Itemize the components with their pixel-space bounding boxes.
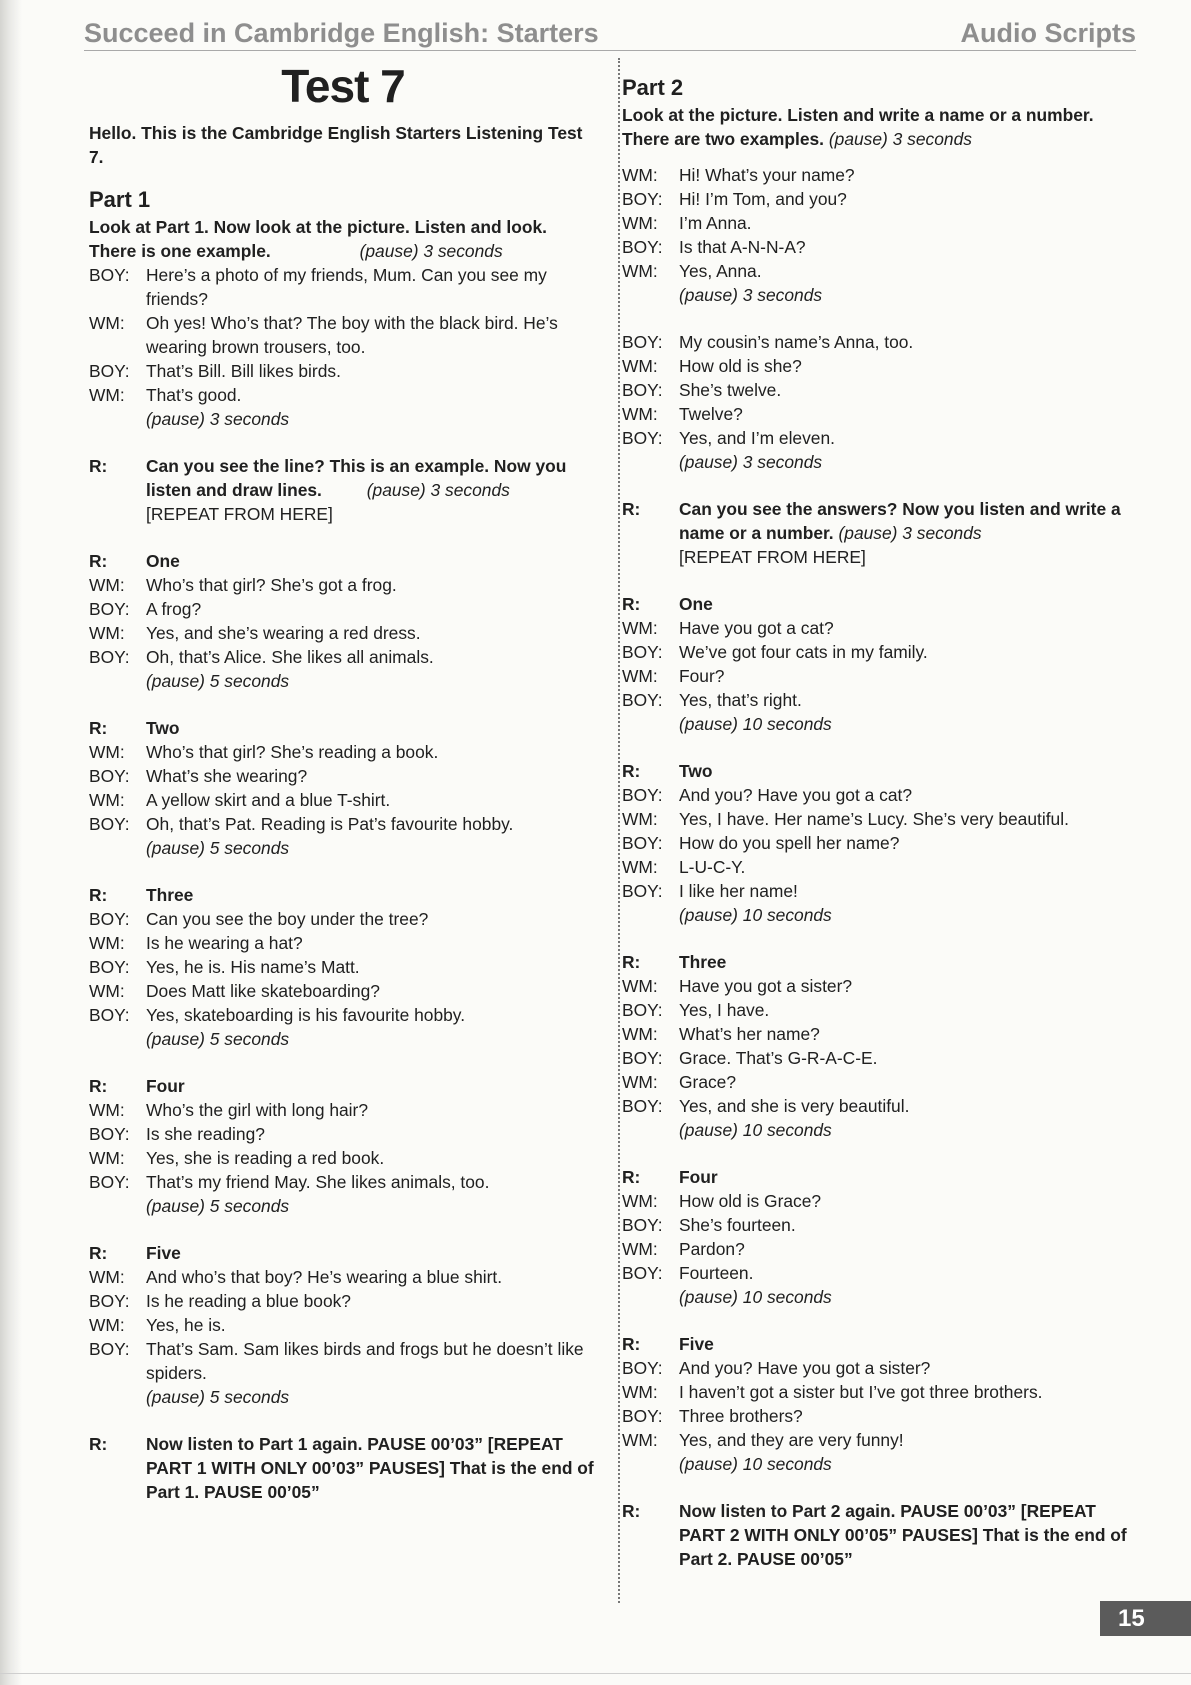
dialogue-line [89, 812, 597, 836]
speaker-label: WM: [622, 1024, 658, 1044]
speaker-label: BOY: [622, 189, 663, 209]
pause-line [622, 283, 1137, 307]
line-text: What’s her name? [679, 1024, 820, 1044]
line-text: Grace? [679, 1072, 737, 1092]
question-heading [622, 759, 1137, 783]
speaker-label: WM: [89, 1267, 125, 1287]
speaker-label: BOY: [89, 814, 130, 834]
dialogue-line [622, 879, 1137, 903]
line-text: Does Matt like skateboarding? [146, 981, 380, 1001]
line-text: Yes, and she’s wearing a red dress. [146, 623, 421, 643]
line-text: (pause) 10 seconds [679, 1287, 832, 1307]
question-label: One [679, 594, 713, 614]
line-text: Yes, that’s right. [679, 690, 802, 710]
line-text: Yes, she is reading a red book. [146, 1148, 385, 1168]
dialogue-line [89, 788, 597, 812]
dialogue-line [622, 187, 1137, 211]
line-text: Grace. That’s G-R-A-C-E. [679, 1048, 878, 1068]
pause-line [622, 1452, 1137, 1476]
line-text: (pause) 3 seconds [679, 452, 823, 472]
line-text: (pause) 3 seconds [679, 285, 823, 305]
speaker-label: WM: [622, 1191, 658, 1211]
part-1-instruction: Look at Part 1. Now look at the picture. Listen and look. There is one example. (pause) 3 seconds [89, 217, 548, 261]
speaker-label: R: [89, 551, 108, 571]
dialogue-line [89, 263, 597, 311]
line-text: Hi! I’m Tom, and you? [679, 189, 847, 209]
line-text: A frog? [146, 599, 202, 619]
question-label: Four [146, 1076, 185, 1096]
line-text: (pause) 10 seconds [679, 714, 832, 734]
question-label: Five [679, 1334, 714, 1354]
speaker-label: BOY: [622, 1215, 663, 1235]
line-text: (pause) 5 seconds [146, 1029, 290, 1049]
question-heading [89, 549, 597, 573]
speaker-label: BOY: [89, 599, 130, 619]
speaker-label: WM: [622, 666, 658, 686]
speaker-label: BOY: [89, 1339, 130, 1359]
part-1-end: R: Now listen to Part 1 again. PAUSE 00’03” [REPEAT PART 1 WITH ONLY 00’03” PAUSES] That is the end of Part 1. PAUSE 00’05” [89, 1434, 594, 1502]
dialogue-line [622, 354, 1137, 378]
pause-line [89, 669, 597, 693]
line-text: (pause) 5 seconds [146, 1196, 290, 1216]
dialogue-line [89, 1146, 597, 1170]
speaker-label: WM: [89, 790, 125, 810]
part-2-example-2 [622, 330, 1137, 474]
line-text: (pause) 5 seconds [146, 838, 290, 858]
line-text: That’s my friend May. She likes animals, too. [146, 1172, 490, 1192]
speaker-label [622, 1285, 679, 1309]
speaker-label: BOY: [89, 909, 130, 929]
dialogue-line [622, 1094, 1137, 1118]
line-text: Yes, and they are very funny! [679, 1430, 904, 1450]
dialogue-line [622, 1428, 1137, 1452]
dialogue-line [622, 330, 1137, 354]
line-text: Four? [679, 666, 725, 686]
speaker-label: BOY: [89, 1172, 130, 1192]
speaker-label: BOY: [89, 766, 130, 786]
pause-line [622, 450, 1137, 474]
part-2-example-1 [622, 163, 1137, 307]
speaker-label: BOY: [622, 380, 663, 400]
dialogue-line [89, 1170, 597, 1194]
speaker-label: BOY: [622, 642, 663, 662]
question-label: Two [679, 761, 713, 781]
speaker-label: BOY: [89, 957, 130, 977]
speaker-label: WM: [622, 165, 658, 185]
pause-line [622, 1285, 1137, 1309]
speaker-label [622, 1118, 679, 1142]
dialogue-line [622, 616, 1137, 640]
dialogue-line [622, 426, 1137, 450]
question-label: Two [146, 718, 180, 738]
line-text: How old is Grace? [679, 1191, 822, 1211]
speaker-label: R: [622, 952, 641, 972]
line-text: Is he reading a blue book? [146, 1291, 351, 1311]
question-heading [622, 1165, 1137, 1189]
part-2-instruction: Look at the picture. Listen and write a name or a number. There are two examples. (pause) 3 seconds [622, 105, 1094, 149]
question-label: Three [146, 885, 194, 905]
dialogue-line [622, 688, 1137, 712]
line-text: I haven’t got a sister but I’ve got three brothers. [679, 1382, 1043, 1402]
line-text: My cousin’s name’s Anna, too. [679, 332, 914, 352]
dialogue-line [622, 1404, 1137, 1428]
speaker-label: BOY: [622, 1096, 663, 1116]
line-text: Is he wearing a hat? [146, 933, 303, 953]
dialogue-line [622, 235, 1137, 259]
line-text: We’ve got four cats in my family. [679, 642, 928, 662]
footer-rule [0, 1673, 1191, 1674]
page-edge-shadow [0, 0, 22, 1685]
line-text: Hi! What’s your name? [679, 165, 855, 185]
line-text: Oh, that’s Pat. Reading is Pat’s favourite hobby. [146, 814, 514, 834]
speaker-label: WM: [89, 385, 125, 405]
line-text: Fourteen. [679, 1263, 754, 1283]
dialogue-line [622, 855, 1137, 879]
dialogue-line [622, 378, 1137, 402]
line-text: She’s fourteen. [679, 1215, 796, 1235]
speaker-label [622, 283, 679, 307]
speaker-label: R: [89, 718, 108, 738]
speaker-label: WM: [622, 1382, 658, 1402]
dialogue-line [89, 1003, 597, 1027]
line-text: That’s Sam. Sam likes birds and frogs but he doesn’t like spiders. [146, 1339, 584, 1383]
part-1-heading: Part 1 [89, 187, 151, 212]
line-text: That’s good. [146, 385, 242, 405]
speaker-label: BOY: [622, 1048, 663, 1068]
dialogue-line [89, 597, 597, 621]
pause-line [89, 1385, 597, 1409]
line-text: (pause) 10 seconds [679, 1454, 832, 1474]
line-text: L-U-C-Y. [679, 857, 746, 877]
speaker-label: WM: [622, 618, 658, 638]
line-text: Oh yes! Who’s that? The boy with the black bird. He’s wearing brown trousers, too. [146, 313, 558, 357]
line-text: Here’s a photo of my friends, Mum. Can you see my friends? [146, 265, 547, 309]
dialogue-line [622, 1189, 1137, 1213]
speaker-label [622, 712, 679, 736]
intro-text: Hello. This is the Cambridge English Starters Listening Test 7. [89, 123, 583, 167]
speaker-label [89, 836, 146, 860]
test-title: Test 7 [281, 60, 405, 112]
dialogue-line [622, 1356, 1137, 1380]
speaker-label: BOY: [622, 1263, 663, 1283]
speaker-label: WM: [89, 313, 125, 333]
part-2-questions [622, 569, 1137, 1476]
speaker-label [622, 1452, 679, 1476]
line-text: Have you got a sister? [679, 976, 853, 996]
line-text: (pause) 10 seconds [679, 905, 832, 925]
question-label: Five [146, 1243, 181, 1263]
speaker-label [89, 1027, 146, 1051]
speaker-label: WM: [89, 1100, 125, 1120]
part-2-r-instruction: R: Can you see the answers? Now you listen and write a name or a number. (pause) 3 seconds [REPEAT FROM HERE] [622, 499, 1121, 567]
speaker-label: WM: [622, 857, 658, 877]
speaker-label: BOY: [622, 785, 663, 805]
speaker-label: BOY: [89, 265, 130, 285]
dialogue-line [89, 645, 597, 669]
speaker-label: WM: [89, 742, 125, 762]
line-text: (pause) 5 seconds [146, 1387, 290, 1407]
speaker-label: BOY: [89, 1124, 130, 1144]
line-text: Yes, and I’m eleven. [679, 428, 835, 448]
dialogue-line [89, 573, 597, 597]
page-number: 15 [1100, 1601, 1191, 1636]
dialogue-line [622, 259, 1137, 283]
speaker-label: BOY: [622, 690, 663, 710]
speaker-label: R: [89, 885, 108, 905]
dialogue-line [89, 979, 597, 1003]
line-text: Who’s that girl? She’s got a frog. [146, 575, 397, 595]
part-2-end: R: Now listen to Part 2 again. PAUSE 00’03” [REPEAT PART 2 WITH ONLY 00’05” PAUSES] That is the end of Part 2. PAUSE 00’05” [622, 1501, 1127, 1569]
left-column [89, 55, 597, 1504]
dialogue-line [622, 807, 1137, 831]
question-heading [89, 1241, 597, 1265]
line-text: And you? Have you got a cat? [679, 785, 912, 805]
dialogue-line [89, 907, 597, 931]
line-text: How do you spell her name? [679, 833, 900, 853]
line-text: Is that A-N-N-A? [679, 237, 806, 257]
pause-line [89, 407, 597, 431]
speaker-label: WM: [89, 623, 125, 643]
dialogue-line [622, 1237, 1137, 1261]
line-text: Yes, and she is very beautiful. [679, 1096, 910, 1116]
line-text: How old is she? [679, 356, 802, 376]
dialogue-line [89, 1265, 597, 1289]
dialogue-line [89, 955, 597, 979]
speaker-label: WM: [622, 1239, 658, 1259]
dialogue-line [89, 1122, 597, 1146]
part-1-r-instruction: R: Can you see the line? This is an example. Now you listen and draw lines. (pause) 3 seconds [REPEAT FROM HERE] [89, 456, 567, 524]
line-text: I like her name! [679, 881, 798, 901]
dialogue-line [622, 1261, 1137, 1285]
speaker-label: BOY: [622, 881, 663, 901]
speaker-label: R: [622, 761, 641, 781]
speaker-label: WM: [622, 809, 658, 829]
speaker-label: R: [89, 1243, 108, 1263]
speaker-label: BOY: [622, 1358, 663, 1378]
question-heading [622, 1332, 1137, 1356]
dialogue-line [89, 1289, 597, 1313]
dialogue-line [622, 831, 1137, 855]
speaker-label: R: [89, 1076, 108, 1096]
dialogue-line [622, 1380, 1137, 1404]
speaker-label [622, 450, 679, 474]
dialogue-line [89, 931, 597, 955]
speaker-label: BOY: [89, 361, 130, 381]
speaker-label: BOY: [89, 647, 130, 667]
column-divider [618, 58, 620, 1603]
speaker-label: WM: [622, 261, 658, 281]
pause-line [89, 836, 597, 860]
dialogue-line [622, 640, 1137, 664]
line-text: And you? Have you got a sister? [679, 1358, 931, 1378]
question-label: Three [679, 952, 727, 972]
question-heading [622, 592, 1137, 616]
speaker-label: WM: [622, 1072, 658, 1092]
line-text: Yes, he is. [146, 1315, 226, 1335]
dialogue-line [622, 211, 1137, 235]
speaker-label: R: [622, 594, 641, 614]
pause-line [89, 1027, 597, 1051]
speaker-label: R: [622, 1167, 641, 1187]
right-column [622, 55, 1137, 1571]
line-text: Have you got a cat? [679, 618, 834, 638]
pause-line [622, 1118, 1137, 1142]
dialogue-line [89, 383, 597, 407]
line-text: Oh, that’s Alice. She likes all animals. [146, 647, 434, 667]
running-header-left: Succeed in Cambridge English: Starters [84, 18, 599, 48]
part-2-heading: Part 2 [622, 75, 684, 100]
line-text: Twelve? [679, 404, 743, 424]
speaker-label: BOY: [622, 1000, 663, 1020]
speaker-label: WM: [89, 933, 125, 953]
speaker-label [89, 669, 146, 693]
speaker-label [622, 903, 679, 927]
speaker-label: R: [622, 1334, 641, 1354]
speaker-label: BOY: [89, 1005, 130, 1025]
dialogue-line [622, 1022, 1137, 1046]
dialogue-line [89, 311, 597, 359]
line-text: A yellow skirt and a blue T-shirt. [146, 790, 391, 810]
dialogue-line [622, 664, 1137, 688]
line-text: Yes, I have. [679, 1000, 770, 1020]
dialogue-line [89, 1337, 597, 1385]
question-heading [622, 950, 1137, 974]
line-text: Who’s the girl with long hair? [146, 1100, 369, 1120]
question-heading [89, 716, 597, 740]
speaker-label [89, 1194, 146, 1218]
speaker-label: BOY: [622, 237, 663, 257]
speaker-label: BOY: [89, 1291, 130, 1311]
line-text: Who’s that girl? She’s reading a book. [146, 742, 439, 762]
speaker-label: BOY: [622, 1406, 663, 1426]
speaker-label: WM: [622, 404, 658, 424]
question-heading [89, 883, 597, 907]
line-text: Is she reading? [146, 1124, 265, 1144]
speaker-label: WM: [622, 213, 658, 233]
dialogue-line [622, 1070, 1137, 1094]
header-rule [84, 50, 1136, 51]
dialogue-line [622, 1046, 1137, 1070]
part-1-example [89, 263, 597, 431]
line-text: Yes, skateboarding is his favourite hobby. [146, 1005, 466, 1025]
running-header-right: Audio Scripts [960, 18, 1136, 48]
dialogue-line [89, 1098, 597, 1122]
line-text: Yes, I have. Her name’s Lucy. She’s very beautiful. [679, 809, 1069, 829]
speaker-label [89, 407, 146, 431]
line-text: I’m Anna. [679, 213, 752, 233]
line-text: (pause) 3 seconds [146, 409, 290, 429]
speaker-label: WM: [89, 1148, 125, 1168]
speaker-label: BOY: [622, 332, 663, 352]
line-text: (pause) 10 seconds [679, 1120, 832, 1140]
speaker-label: WM: [89, 1315, 125, 1335]
pause-line [622, 712, 1137, 736]
dialogue-line [622, 783, 1137, 807]
line-text: Pardon? [679, 1239, 745, 1259]
line-text: Can you see the boy under the tree? [146, 909, 429, 929]
speaker-label: WM: [622, 356, 658, 376]
line-text: Three brothers? [679, 1406, 803, 1426]
line-text: (pause) 5 seconds [146, 671, 290, 691]
line-text: Yes, Anna. [679, 261, 762, 281]
dialogue-line [622, 1213, 1137, 1237]
question-label: One [146, 551, 180, 571]
speaker-label: WM: [89, 981, 125, 1001]
speaker-label: WM: [622, 976, 658, 996]
line-text: She’s twelve. [679, 380, 782, 400]
question-label: Four [679, 1167, 718, 1187]
pause-line [622, 903, 1137, 927]
dialogue-line [89, 621, 597, 645]
part-1-questions [89, 526, 597, 1409]
dialogue-line [622, 163, 1137, 187]
speaker-label: BOY: [622, 833, 663, 853]
speaker-label: WM: [89, 575, 125, 595]
speaker-label: WM: [622, 1430, 658, 1450]
line-text: Yes, he is. His name’s Matt. [146, 957, 360, 977]
dialogue-line [622, 402, 1137, 426]
dialogue-line [89, 764, 597, 788]
dialogue-line [622, 974, 1137, 998]
dialogue-line [89, 740, 597, 764]
dialogue-line [89, 359, 597, 383]
line-text: What’s she wearing? [146, 766, 308, 786]
question-heading [89, 1074, 597, 1098]
pause-line [89, 1194, 597, 1218]
speaker-label: BOY: [622, 428, 663, 448]
line-text: That’s Bill. Bill likes birds. [146, 361, 341, 381]
speaker-label [89, 1385, 146, 1409]
line-text: And who’s that boy? He’s wearing a blue shirt. [146, 1267, 503, 1287]
dialogue-line [622, 998, 1137, 1022]
dialogue-line [89, 1313, 597, 1337]
